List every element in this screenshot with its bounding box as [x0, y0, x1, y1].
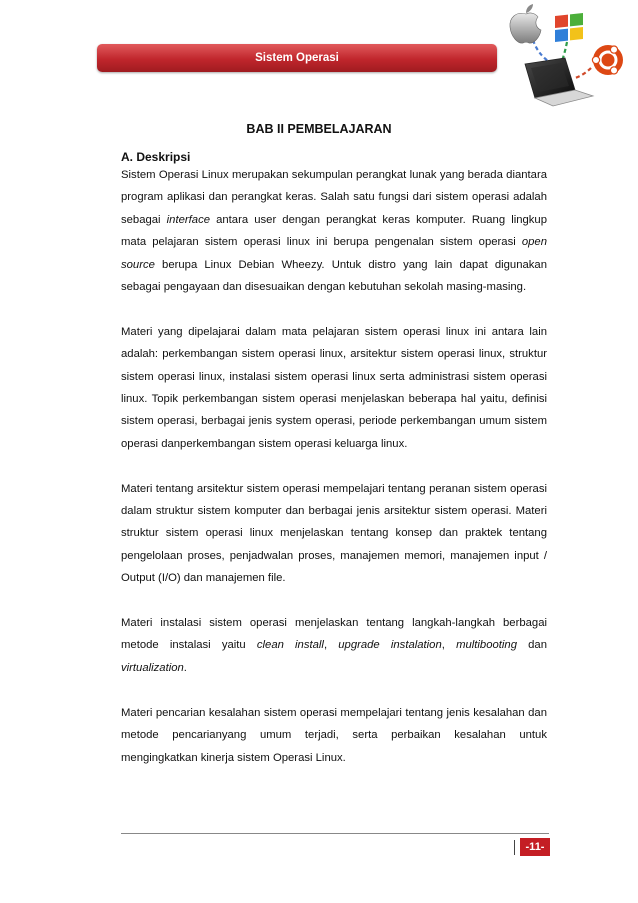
- italic-term: interface: [166, 213, 211, 226]
- italic-term: clean install: [256, 639, 324, 652]
- text-run: Materi instalasi sistem operasi menjelaskan tentang langkah-langkah berbagai metode instalasi yaitu: [121, 617, 547, 652]
- paragraph: [121, 612, 547, 679]
- body-content: [121, 164, 547, 791]
- banner-title: Sistem Operasi: [255, 52, 339, 64]
- page-number-separator: [514, 840, 515, 855]
- paragraph: [121, 478, 547, 590]
- paragraph: [121, 702, 547, 769]
- text-run: Materi tentang arsitektur sistem operasi mempelajari tentang peranan sistem operasi dalam struktur sistem komputer dan berbagai jenis arsitektur sistem operasi. Materi struktur sistem operasi linux menjelaskan tentang konsep dan praktek tentang pengelolaan proses, penjadwalan proses, manajemen memori, manajemen input / Output (I/O) dan manajemen file.: [121, 482, 547, 585]
- italic-term: upgrade instalation: [338, 639, 442, 652]
- text-run: Materi yang dipelajarai dalam mata pelajaran sistem operasi linux ini antara lain adalah: perkembangan sistem operasi linux, arsitektur sistem operasi linux, struktur sistem operasi linux, instalasi sistem operasi linux serta administrasi sistem operasi linux. Topik perkembangan sistem operasi menjelaskan beberapa hal yaitu, definisi sistem operasi, berbagai jenis system operasi, periode perkembangan umum sistem operasi danperkembangan sistem operasi keluarga linux.: [121, 325, 547, 450]
- text-run: .: [183, 661, 187, 674]
- paragraph: [121, 321, 547, 455]
- text-run: ,: [323, 639, 339, 652]
- page-number: -11-: [520, 838, 550, 856]
- text-run: Materi pencarian kesalahan sistem operasi mempelajari tentang jenis kesalahan dan metode pencarianyang umum terjadi, serta perbaikan kesalahan untuk mengingkatkan kinerja sistem Operasi Linux.: [121, 706, 547, 764]
- text-run: dan: [516, 639, 548, 652]
- windows-logo-icon: [555, 13, 583, 42]
- ubuntu-logo-icon: [592, 45, 623, 75]
- section-heading: A. Deskripsi: [121, 150, 191, 164]
- text-run: Sistem Operasi Linux merupakan sekumpulan perangkat lunak yang berada diantara program aplikasi dan perangkat keras. Salah satu fungsi dari sistem operasi adalah sebagai: [121, 169, 547, 226]
- italic-term: multibooting: [456, 639, 517, 652]
- footer-divider: [121, 833, 549, 834]
- italic-term: virtualization: [121, 661, 184, 674]
- paragraph: [121, 164, 547, 298]
- chapter-title: BAB II PEMBELAJARAN: [246, 122, 392, 136]
- text-run: antara user dengan perangkat keras komputer. Ruang lingkup mata pelajaran sistem operasi linux ini berupa pengenalan sistem operasi: [121, 213, 547, 249]
- os-logo-cluster: [495, 0, 638, 110]
- laptop-icon: [525, 58, 593, 106]
- text-run: berupa Linux Debian Wheezy. Untuk distro yang lain dapat digunakan sebagai pengayaan dan disesuaikan dengan kebutuhan sekolah masing-masing.: [121, 258, 547, 294]
- text-run: ,: [441, 639, 457, 652]
- header-banner: [97, 44, 497, 72]
- apple-logo-icon: [510, 4, 541, 43]
- italic-term: open source: [121, 236, 547, 271]
